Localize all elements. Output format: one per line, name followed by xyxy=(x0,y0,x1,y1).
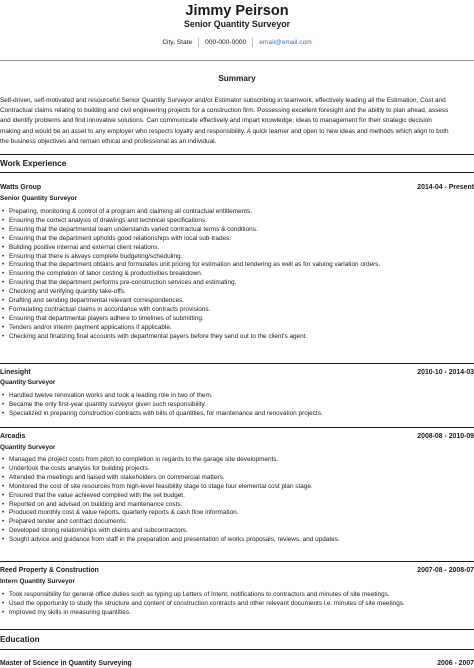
job-divider xyxy=(0,363,474,364)
job-role: Senior Quantity Surveyor xyxy=(0,195,78,202)
section-divider xyxy=(0,172,474,173)
list-item: • Ensuring that the department performs pre-construction services and estimating. xyxy=(0,279,474,288)
list-item: • Developed strong relationships with clients and subcontractors. xyxy=(0,527,474,536)
summary-line: Contractual claims relating to building and civil engineering projects for a construction firm. Possessing excellent foresight and the ability to plan ahead, assess xyxy=(0,107,449,115)
list-item: • Improved my skills in measuring quantities. xyxy=(0,609,474,618)
job-role: Quantity Surveyor xyxy=(0,444,56,451)
degree-name: Master of Science in Quantity Surveying xyxy=(0,660,132,667)
candidate-title: Senior Quantity Surveyor xyxy=(183,19,291,29)
list-item: • Ensuring the completion of labor costing & productivities breakdown. xyxy=(0,270,474,279)
header-divider xyxy=(0,60,474,61)
section-divider xyxy=(0,154,474,155)
list-item: • Ensuring that the department obtains and formulates unit pricing for estimation and tendering as well as for valuing variation orders. xyxy=(0,261,474,270)
list-item: • Prepared tender and contract documents. xyxy=(0,518,474,527)
contact-line xyxy=(0,38,474,47)
email-link[interactable]: email@email.com xyxy=(259,39,312,47)
list-item: • Ensuring that departmental players adhere to timelines of submitting. xyxy=(0,315,474,324)
company-name: Arcadis xyxy=(0,433,26,440)
list-item: • Handled twelve renovation works and took a leading role in two of them. xyxy=(0,392,474,401)
education-dates: 2006 - 2007 xyxy=(437,660,474,667)
job-divider xyxy=(0,427,474,428)
list-item: • Undertook the costs analysis for building projects. xyxy=(0,465,474,474)
list-item: • Took responsibility for general office duties such as typing up Letters of Intent, notifications to contractors and minutes of site meetings. xyxy=(0,591,474,600)
job-bullets xyxy=(0,591,474,618)
list-item: • Tenders and/or interim payment applications if applicable. xyxy=(0,324,474,333)
list-item: • Monitored the cost of site resources from high-level feasibility stage to stage four elemental cost plan stage. xyxy=(0,483,474,492)
list-item: • Formulating contractual claims in accordance with contracts provisions. xyxy=(0,306,474,315)
list-item: • Produced monthly cost & value reports, quarterly reports & cash flow information. xyxy=(0,509,474,518)
list-item: • Drafting and sending departmental relevant correspondences. xyxy=(0,297,474,306)
job-dates: 2010-10 - 2014-03 xyxy=(417,369,474,376)
list-item: • Checking and verifying quantity take-offs. xyxy=(0,288,474,297)
job-bullets xyxy=(0,392,474,419)
job-bullets xyxy=(0,456,474,545)
summary-line: Self-driven, self-motivated and resourceful Senior Quantity Surveyor and/or Estimator subscribing in teamwork, effectively leading all the Estimation, Cost and xyxy=(0,97,446,104)
job-role: Intern Quantity Surveyor xyxy=(0,578,75,585)
summary-line: and identify problems and find innovative solutions. Can communicate effectively and impart knowledge, ideas to management for their strategic decision xyxy=(0,117,432,125)
list-item: • Used the opportunity to study the structure and content of construction contracts and other relevant documents i.e. minutes of site meetings. xyxy=(0,600,474,609)
phone-text: 000-000-0000 xyxy=(205,39,247,47)
location-text: City, State xyxy=(162,39,193,47)
list-item: • Ensuring that the departmental team understands varied contractual terms & conditions. xyxy=(0,226,474,235)
list-item: • Attended the meetings and liaised with stakeholders on commercial matters. xyxy=(0,474,474,483)
list-item: • Became the only first-year quantity surveyor given such responsibility. xyxy=(0,401,474,410)
list-item: • Preparing, monitoring & control of a program and claiming all contractual entitlements. xyxy=(0,208,474,217)
work-experience-heading: Work Experience xyxy=(0,159,67,168)
company-name: Watts Group xyxy=(0,184,42,191)
candidate-name: Jimmy Peirson xyxy=(185,3,289,19)
summary-line: making and would be an asset to any employer who respects loyalty and responsibility. A quick learner and open to new ideas and methods which align to both xyxy=(0,127,449,135)
section-divider xyxy=(0,629,474,630)
list-item: • Building positive internal and external client relations. xyxy=(0,244,474,253)
list-item: • Managed the project costs from pitch to completion in regards to the garage site developments. xyxy=(0,456,474,465)
summary-text xyxy=(0,96,474,147)
job-dates: 2008-08 - 2010-09 xyxy=(417,433,474,440)
job-bullets xyxy=(0,208,474,342)
list-item: • Specialized in preparing construction contracts with bills of quantities, for maintenance and renovation projects. xyxy=(0,410,474,419)
list-item: • Ensuring that the department upholds good relationships with local sub-trades. xyxy=(0,235,474,244)
list-item: • Reported on and advised on building and maintenance costs. xyxy=(0,501,474,510)
list-item: • Ensured that the value achieved complied with the set budget. xyxy=(0,492,474,501)
company-name: Reed Property & Construction xyxy=(0,567,99,574)
job-role: Quantity Surveyor xyxy=(0,379,56,386)
list-item: • Sought advice and guidance from staff in the preparation and presentation of works proposals, reviews, and updates. xyxy=(0,536,474,545)
summary-line: the business objectives and remain ethical and professional as an individual. xyxy=(0,137,217,145)
list-item: • Checking and finalizing final accounts with departmental payers before they send out to the client's agent. xyxy=(0,333,474,342)
list-item: • Ensuring the correct analysis of drawings and technical specifications. xyxy=(0,217,474,226)
company-name: Linesight xyxy=(0,369,31,376)
education-heading: Education xyxy=(0,635,40,644)
summary-heading: Summary xyxy=(218,74,256,83)
job-dates: 2014-04 - Present xyxy=(417,184,474,191)
section-divider xyxy=(0,649,474,650)
job-dates: 2007-08 - 2008-07 xyxy=(417,567,474,574)
job-divider xyxy=(0,561,474,562)
list-item: • Ensuring that there is always complete budgeting/scheduling. xyxy=(0,253,474,262)
